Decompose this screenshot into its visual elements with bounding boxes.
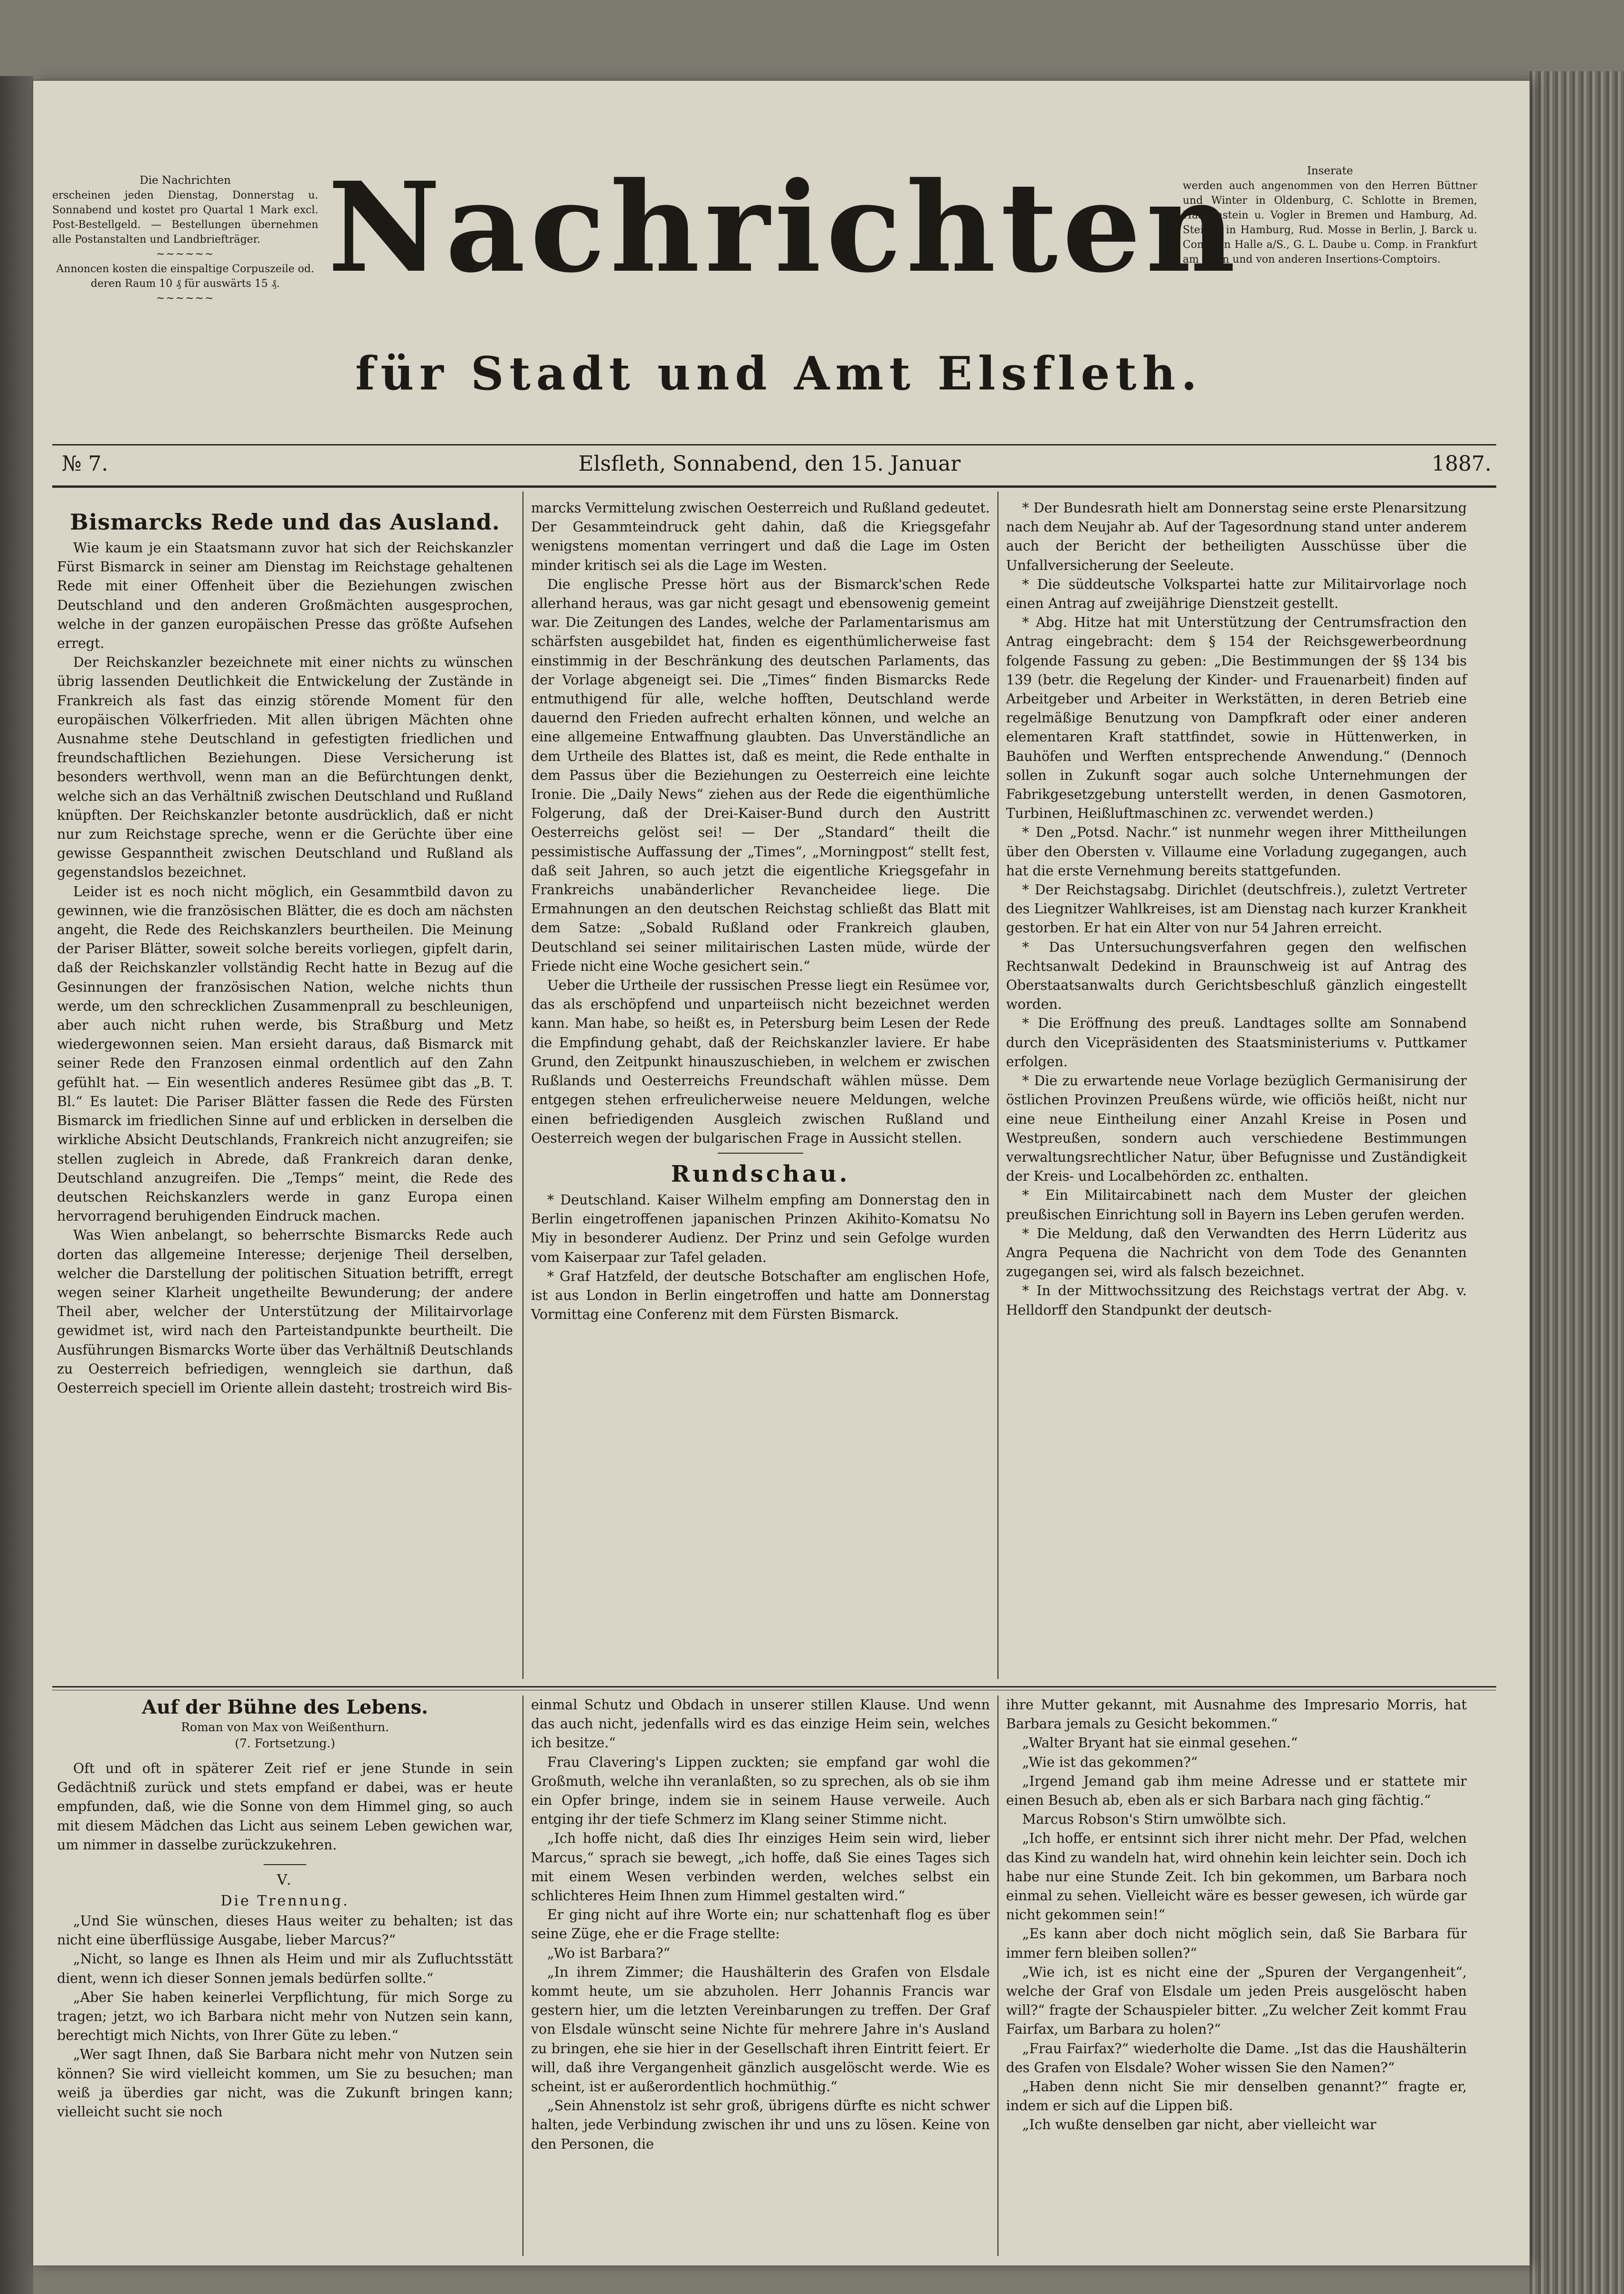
- paragraph: „Haben denn nicht Sie mir denselben genannt?“ fragte er, indem er sich auf die Lippen biß.: [1006, 2079, 1467, 2114]
- dateline-rule-bottom: [52, 485, 1496, 488]
- book-spine: [0, 76, 33, 2294]
- paragraph: Wie kaum je ein Staatsmann zuvor hat sich der Reichskanzler Fürst Bismarck in seiner am Dienstag im Reichstage gehaltenen Rede mit einer Offenheit über die Beziehungen zwischen Deutschland und den anderen Großmächten ausgesprochen, welche in der ganzen europäischen Presse das größte Aufsehen erregt.: [57, 540, 513, 652]
- inserate-info-box: [1183, 164, 1477, 267]
- paragraph: „Sein Ahnenstolz ist sehr groß, übrigens dürfte es nicht schwer halten, jede Verbindung zwischen ihr und uns zu lösen. Keine von den Personen, die: [531, 2098, 990, 2152]
- section-title-rundschau: Rundschau.: [671, 1160, 850, 1187]
- paragraph: „Frau Fairfax?“ wiederholte die Dame. „Ist das die Haushälterin des Grafen von Elsdale? Woher wissen Sie den Namen?“: [1006, 2040, 1467, 2076]
- paragraph: Oft und oft in späterer Zeit rief er jene Stunde in sein Gedächtniß zurück und stets empfand er dabei, was er heute empfunden, daß, wie die Sonne von dem Himmel ging, so auch mit diesem Mädchen das Licht aus seinem Leben gewichen war, um nimmer in dasselbe zurückzukehren.: [57, 1761, 513, 1853]
- novel-author: Roman von Max von Weißenthurn.: [181, 1720, 389, 1734]
- novel-continuation: (7. Fortsetzung.): [235, 1736, 335, 1750]
- column-1: [57, 508, 513, 1398]
- paragraph: „Ich hoffe nicht, daß dies Ihr einziges Heim sein wird, lieber Marcus,“ sprach sie bewegt, „ich hoffe, daß Sie eines Tages sich mit einem Wesen verbinden werden, welches selbst ein schlichteres Heim Ihnen zum Himmel gestalten wird.“: [531, 1830, 990, 1904]
- article-title-bismarck: Bismarcks Rede und das Ausland.: [70, 509, 500, 535]
- paragraph: * Das Untersuchungsverfahren gegen den welfischen Rechtsanwalt Dedekind in Braunschweig ist auf Antrag des Oberstaatsanwalts durch Gerichtsbeschluß gänzlich eingestellt worden.: [1006, 939, 1467, 1013]
- paragraph: * Graf Hatzfeld, der deutsche Botschafter am englischen Hofe, ist aus London in Berlin eingetroffen und hatte am Donnerstag Vormittag eine Conferenz mit dem Fürsten Bismarck.: [531, 1268, 990, 1323]
- paragraph: Ueber die Urtheile der russischen Presse liegt ein Resümee vor, das als erschöpfend und unparteiisch nicht bezeichnet werden kann. Man habe, so heißt es, in Petersburg beim Lesen der Rede die Empfindung gehabt, daß der Reichskanzler laviere. Er habe Grund, den Zeitpunkt hinauszuschieben, in welchem er zwischen Rußlands und Oesterreichs Freundschaft wählen müsse. Dem entgegen stehen erfreulicherweise neuere Meldungen, welche einen befriedigenden Ausgleich zwischen Rußland und Oesterreich wegen der bulgarischen Frage in Aussicht stellen.: [531, 977, 990, 1146]
- paragraph: „Wo ist Barbara?“: [547, 1945, 670, 1961]
- paragraph: Was Wien anbelangt, so beherrschte Bismarcks Rede auch dorten das allgemeine Interesse; derjenige Theil derselben, welcher die Darstellung der politischen Situation betrifft, erregt wegen seiner Klarheit ungetheilte Bewunderung; der andere Theil aber, welcher der Unterstützung der Militairvorlage gewidmet ist, wird nach den Parteistandpunkte beurtheilt. Die Ausführungen Bismarcks Worte über das Verhältniß Deutschlands zu Oesterreich befriedigen, wenngleich sie darthun, daß Oesterreich speciell im Oriente allein dasteht; trostreich wird Bis-: [57, 1227, 513, 1396]
- paragraph: ihre Mutter gekannt, mit Ausnahme des Impresario Morris, hat Barbara jemals zu Gesicht bekommen.“: [1006, 1697, 1467, 1732]
- dateline-rule-top: [52, 444, 1496, 446]
- paragraph: Marcus Robson's Stirn umwölbte sich.: [1022, 1811, 1287, 1828]
- paragraph: * Der Bundesrath hielt am Donnerstag seine erste Plenarsitzung nach dem Neujahr ab. Auf der Tagesordnung stand unter anderem auch der Bericht der betheiligten Ausschüsse über die Unfallversicherung der Seeleute.: [1006, 500, 1467, 573]
- inserate-text: werden auch angenommen von den Herren Büttner und Winter in Oldenburg, C. Schlotte in Bremen, Haasenstein u. Vogler in Bremen und Hamburg, Ad. Steiner in Hamburg, Rud. Mosse in Berlin, J. Barck u. Comp. in Halle a/S., G. L. Daube u. Comp. in Frankfurt am Main und von anderen Insertions-Comptoirs.: [1183, 180, 1477, 265]
- ornament-divider: ~~~~~~: [156, 293, 215, 304]
- paragraph: Die englische Presse hört aus der Bismarck'schen Rede allerhand heraus, was gar nicht gesagt und ebensowenig gemeint war. Die Zeitungen des Landes, welche der Parlamentarismus am schärfsten ausgebildet hat, finden es eigenthümlicherweise fast einstimmig in der Beschränkung des deutschen Parlaments, das der Vorlage abgeneigt sei. Die „Times“ finden Bismarcks Rede entmuthigend für alle, welche hofften, Deutschland werde dauernd den Frieden aufrecht erhalten können, und welche an eine allgemeine Entwaffnung glaubten. Das Unverständliche an dem Urtheile des Blattes ist, daß es meint, die Rede enthalte in dem Passus über die Beziehungen zu Oesterreich eine leichte Ironie. Die „Daily News“ ziehen aus der Rede die eigenthümliche Folgerung, daß der Drei-Kaiser-Bund durch den Austritt Oesterreichs gelöst sei! — Der „Standard“ theilt die pessimistische Auffassung der „Times“, „Morningpost“ stellt fest, daß seit Jahren, so auch jetzt die eigentliche Kriegsgefahr in Frankreichs unabänderlicher Revancheidee liege. Die Ermahnungen an den deutschen Reichstag schließt das Blatt mit dem Satze: „Sobald Rußland oder Frankreich glauben, Deutschland sei seiner militairischen Lasten müde, würde der Friede nicht eine Woche gesichert sein.“: [531, 576, 990, 974]
- paragraph: * Abg. Hitze hat mit Unterstützung der Centrumsfraction den Antrag eingebracht: dem § 154 der Reichsgewerbeordnung folgende Fassung zu geben: „Die Bestimmungen der §§ 134 bis 139 (betr. die Regelung der Kinder- und Frauenarbeit) finden auf Arbeitgeber und Arbeiter in Werkstätten, in deren Betrieb eine regelmäßige Benutzung von Dampfkraft oder einer anderen elementaren Kraft stattfindet, sowie in Hüttenwerken, in Bauhöfen und Werften entsprechende Anwendung.“ (Dennoch sollen in Zukunft sogar auch solche Unternehmungen der Fabrikgesetzgebung unterstellt werden, in denen Gasmotoren, Turbinen, Heißluftmaschinen zc. verwendet werden.): [1006, 615, 1467, 822]
- chapter-title: Die Trennung.: [220, 1893, 350, 1910]
- paragraph: * Den „Potsd. Nachr.“ ist nunmehr wegen ihrer Mittheilungen über den Obersten v. Villaume eine Vorladung zugegangen, auch hat die erste Vernehmung bereits stattgefunden.: [1006, 825, 1467, 879]
- paragraph: „In ihrem Zimmer; die Haushälterin des Grafen von Elsdale kommt heute, um sie abzuholen. Herr Johannis Francis war gestern hier, um die letzten Vereinbarungen zu treffen. Der Graf von Elsdale wünscht seine Nichte für mehrere Jahre in's Ausland zu bringen, ehe sie hier in der Gesellschaft ihren Eintritt feiert. Er will, daß ihre Vergangenheit gänzlich ausgelöscht werde. Wie es scheint, ist er außerordentlich hochmüthig.“: [531, 1964, 990, 2095]
- paragraph: * Deutschland. Kaiser Wilhelm empfing am Donnerstag den in Berlin eingetroffenen japanischen Prinzen Akihito-Komatsu No Miy in besonderer Audienz. Der Prinz und sein Gefolge wurden vom Kaiserpaar zur Tafel geladen.: [531, 1192, 990, 1265]
- paragraph: „Aber Sie haben keinerlei Verpflichtung, für mich Sorge zu tragen; jetzt, wo ich Barbara nicht mehr von Nutzen sein kann, berechtigt mich Nichts, von Ihrer Güte zu leben.“: [57, 1989, 513, 2044]
- paragraph: „Irgend Jemand gab ihm meine Adresse und er stattete mir einen Besuch ab, eben als er sich Barbara nach ging fächtig.“: [1006, 1773, 1467, 1809]
- paragraph: * Ein Militaircabinett nach dem Muster der gleichen preußischen Einrichtung soll in Bayern ins Leben gerufen werden.: [1006, 1187, 1467, 1223]
- column-divider: [997, 492, 998, 1679]
- subscription-info-box: [52, 173, 318, 306]
- paragraph: „Ich hoffe, er entsinnt sich ihrer nicht mehr. Der Pfad, welchen das Kind zu wandeln hat, wird ohnehin kein leichter sein. Doch ich habe nur eine Stunde Zeit. Ich bin gekommen, um Barbara noch einmal zu sehen. Vielleicht wäre es besser gewesen, ich würde gar nicht gekommen sein!“: [1006, 1830, 1467, 1923]
- paragraph: Leider ist es noch nicht möglich, ein Gesammtbild davon zu gewinnen, wie die französischen Blätter, die es doch am nächsten angeht, die Rede des Reichskanzlers beurtheilen. Die Meinung der Pariser Blätter, soweit solche bereits vorliegen, gipfelt darin, daß der Reichskanzler vollständig Recht hatte in Bezug auf die Gesinnungen der französischen Nation, welche nichts thun werde, um den schrecklichen Zusammenprall zu beschleunigen, aber auch nicht ruhen werde, bis Straßburg und Metz wiedergewonnen seien. Man ersieht daraus, daß Bismarck mit seiner Rede den Franzosen einmal ordentlich auf den Zahn gefühlt hat. — Ein wesentlich anderes Resümee gibt das „B. T. Bl.“ Es lautet: Die Pariser Blätter fassen die Rede des Fürsten Bismarck im friedlichen Sinne auf und erblicken in derselben die wirkliche Absicht Deutschlands, Frankreich nicht anzugreifen; sie stellen zugleich in Abrede, daß Frankreich daran denke, Deutschland anzugreifen. Die „Temps“ meint, die Rede des deutschen Reichskanzlers werde in ganz Europa einen hervorragend beruhigenden Eindruck machen.: [57, 883, 513, 1224]
- chapter-rule: [264, 1864, 306, 1865]
- paragraph: * In der Mittwochssitzung des Reichstags vertrat der Abg. v. Helldorff den Standpunkt der deutsch-: [1006, 1283, 1467, 1318]
- chapter-number: V.: [277, 1872, 293, 1889]
- paragraph: * Die Eröffnung des preuß. Landtages sollte am Sonnabend durch den Vicepräsidenten des Staatsministeriums v. Puttkamer erfolgen.: [1006, 1015, 1467, 1070]
- paragraph: „Es kann aber doch nicht möglich sein, daß Sie Barbara für immer fern bleiben sollen?“: [1006, 1926, 1467, 1961]
- novel-title: Auf der Bühne des Lebens.: [142, 1696, 428, 1718]
- paragraph: marcks Vermittelung zwischen Oesterreich und Rußland gedeutet. Der Gesammteindruck geht dahin, daß die Kriegsgefahr wenigstens momentan verringert und daß die Lage im Osten minder kritisch sei als die Lage im Westen.: [531, 500, 990, 573]
- book-page-edges: [1529, 71, 1624, 2294]
- paragraph: „Ich wußte denselben gar nicht, aber vielleicht war: [1022, 2117, 1377, 2133]
- inserate-heading: Inserate: [1307, 165, 1353, 177]
- paragraph: „Walter Bryant hat sie einmal gesehen.“: [1022, 1735, 1298, 1751]
- ornament-divider: ~~~~~~: [156, 248, 215, 260]
- masthead-title: Nachrichten: [328, 155, 1241, 300]
- advert-rates-text: Annoncen kosten die einspaltige Corpuszeile od. deren Raum 10 ₰ für auswärts 15 ₰.: [56, 263, 314, 290]
- paragraph: „Wie ist das gekommen?“: [1022, 1754, 1198, 1770]
- column-divider: [997, 1696, 998, 2256]
- feuilleton-column-1: [57, 1696, 513, 2122]
- paragraph: „Nicht, so lange es Ihnen als Heim und mir als Zufluchtsstätt dient, wenn ich dieser Sonnen jemals bedürfen sollte.“: [57, 1951, 513, 1986]
- column-2: [531, 499, 990, 1324]
- newspaper-page: [33, 81, 1529, 2266]
- paragraph: Frau Clavering's Lippen zuckten; sie empfand gar wohl die Großmuth, welche ihn veranlaßten, so zu sprechen, als ob sie ihm ein Opfer bringe, indem sie in seinem Hause verweile. Auch entging ihr der tiefe Schmerz im Klang seiner Stimme nicht.: [531, 1754, 990, 1828]
- section-rule: [718, 1153, 803, 1154]
- place-date: Elsfleth, Sonnabend, den 15. Januar: [578, 452, 961, 476]
- paragraph: * Die Meldung, daß den Verwandten des Herrn Lüderitz aus Angra Pequena die Nachricht von dem Tode des Genannten zugegangen sei, wird als falsch bezeichnet.: [1006, 1225, 1467, 1280]
- paragraph: „Und Sie wünschen, dieses Haus weiter zu behalten; ist das nicht eine überflüssige Ausgabe, lieber Marcus?“: [57, 1913, 513, 1948]
- paragraph: „Wer sagt Ihnen, daß Sie Barbara nicht mehr von Nutzen sein können? Sie wird vielleicht kommen, um Sie zu besuchen; man weiß ja überdies gar nicht, was die Zukunft bringen kann; vielleicht sucht sie noch: [57, 2047, 513, 2120]
- column-divider: [522, 1696, 523, 2256]
- column-3: [1006, 499, 1467, 1320]
- paragraph: Der Reichskanzler bezeichnete mit einer nichts zu wünschen übrig lassenden Deutlichkeit die Entwickelung der Zustände in Frankreich als fast das einzig störende Moment für den europäischen Völkerfrieden. Mit allen übrigen Mächten ohne Ausnahme stehe Deutschland in gefestigten friedlichen und freundschaftlichen Beziehungen. Diese Versicherung ist besonders werthvoll, wenn man an die Befürchtungen denkt, welche sich an das Verhältniß zwischen Deutschland und Rußland knüpften. Der Reichskanzler betonte ausdrücklich, daß er nicht nur zum Reichstage spreche, wenn er die Gerüchte über eine gewisse Gespanntheit zwischen Deutschland und Rußland als gegenstandslos bezeichnet.: [57, 654, 513, 881]
- feuilleton-rule: [52, 1686, 1496, 1687]
- paragraph: Er ging nicht auf ihre Worte ein; nur schattenhaft flog es über seine Züge, ehe er die Frage stellte:: [531, 1907, 990, 1942]
- issue-number: № 7.: [62, 452, 108, 476]
- feuilleton-column-3: [1006, 1696, 1467, 2135]
- paragraph: * Der Reichstagsabg. Dirichlet (deutschfreis.), zuletzt Vertreter des Liegnitzer Wahlkreises, ist am Dienstag nach kurzer Krankheit gestorben. Er hat ein Alter von nur 54 Jahren erreicht.: [1006, 882, 1467, 936]
- column-divider: [522, 492, 523, 1679]
- masthead-subtitle: für Stadt und Amt Elsfleth.: [355, 347, 1203, 400]
- paragraph: * Die süddeutsche Volkspartei hatte zur Militairvorlage noch einen Antrag auf zweijährige Dienstzeit gestellt.: [1006, 576, 1467, 612]
- paragraph: „Wie ich, ist es nicht eine der „Spuren der Vergangenheit“, welche der Graf von Elsdale um jeden Preis ausgelöscht haben will?“ fragte der Schauspieler bitter. „Zu welcher Zeit kommt Frau Fairfax, um Barbara zu holen?“: [1006, 1964, 1467, 2038]
- issue-year: 1887.: [1432, 452, 1491, 476]
- paragraph: einmal Schutz und Obdach in unserer stillen Klause. Und wenn das auch nicht, jedenfalls wird es das einzige Heim sein, welches ich besitze.“: [531, 1697, 990, 1751]
- subscription-heading: Die Nachrichten: [140, 174, 231, 187]
- feuilleton-column-2: [531, 1696, 990, 2154]
- paragraph: * Die zu erwartende neue Vorlage bezüglich Germanisirung der östlichen Provinzen Preußens würde, wie officiös heißt, nicht nur eine neue Eintheilung einer Anzahl Kreise in Posen und Westpreußen, sondern auch verschiedene Bestimmungen verwaltungsrechtlicher Natur, über Befugnisse und Zuständigkeit der Kreis- und Localbehörden zc. enthalten.: [1006, 1073, 1467, 1185]
- subscription-text: erscheinen jeden Dienstag, Donnerstag u. Sonnabend und kostet pro Quartal 1 Mark excl. Post-Bestellgeld. — Bestellungen übernehmen alle Postanstalten und Landbriefträger.: [52, 190, 318, 246]
